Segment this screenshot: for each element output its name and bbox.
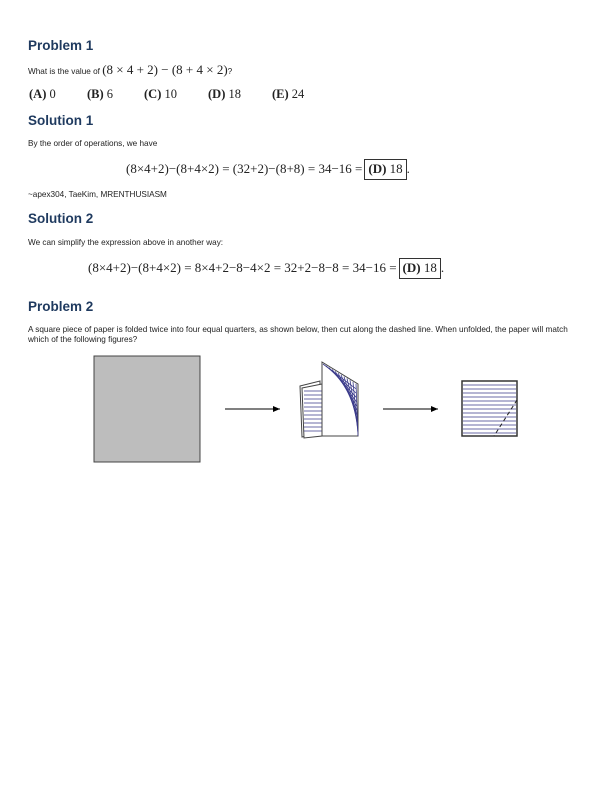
solution-2-heading: Solution 2: [28, 211, 94, 226]
problem-2-heading: Problem 2: [28, 299, 94, 314]
problem-2-text: A square piece of paper is folded twice into four equal quarters, as shown below, then cut along the dashed line. When unfolded, the paper will match which of the following figures?: [28, 325, 568, 344]
choice-e: (E) 24: [272, 87, 305, 101]
problem-1-prompt-text: What is the value of: [28, 67, 100, 76]
solution-1-answer-box: (D) 18: [364, 159, 406, 180]
solution-2-text: We can simplify the expression above in another way:: [28, 238, 224, 247]
solution-2-answer-box: (D) 18: [399, 258, 441, 279]
problem-1-prompt-end: ?: [227, 67, 233, 76]
solution-1-credits: ~apex304, TaeKim, MRENTHUSIASM: [28, 190, 167, 199]
solution-1-equation: (8×4+2)−(8+4×2) = (32+2)−(8+8) = 34−16 = (D) 18 .: [126, 159, 410, 180]
solution-2-equation: (8×4+2)−(8+4×2) = 8×4+2−8−4×2 = 32+2−8−8 = 34−16 = (D) 18 .: [88, 258, 444, 279]
folded-paper-step-2: [462, 381, 517, 436]
problem-1-prompt-math: (8 × 4 + 2) − (8 + 4 × 2): [102, 62, 228, 77]
problem-1-heading: Problem 1: [28, 38, 94, 53]
folded-paper-step-1: [300, 362, 358, 438]
solution-1-text: By the order of operations, we have: [28, 139, 158, 148]
choice-b: (B) 6: [87, 87, 114, 101]
choice-a: (A) 0: [29, 87, 56, 101]
solution-1-equation-body: (8×4+2)−(8+4×2) = (32+2)−(8+8) = 34−16 =: [126, 161, 363, 176]
solution-1-heading: Solution 1: [28, 113, 94, 128]
unfolded-paper-square: [94, 356, 200, 462]
choice-d: (D) 18: [208, 87, 241, 101]
choice-c: (C) 10: [144, 87, 177, 101]
solution-2-equation-body: (8×4+2)−(8+4×2) = 8×4+2−8−4×2 = 32+2−8−8 = 34−16 =: [88, 260, 397, 275]
